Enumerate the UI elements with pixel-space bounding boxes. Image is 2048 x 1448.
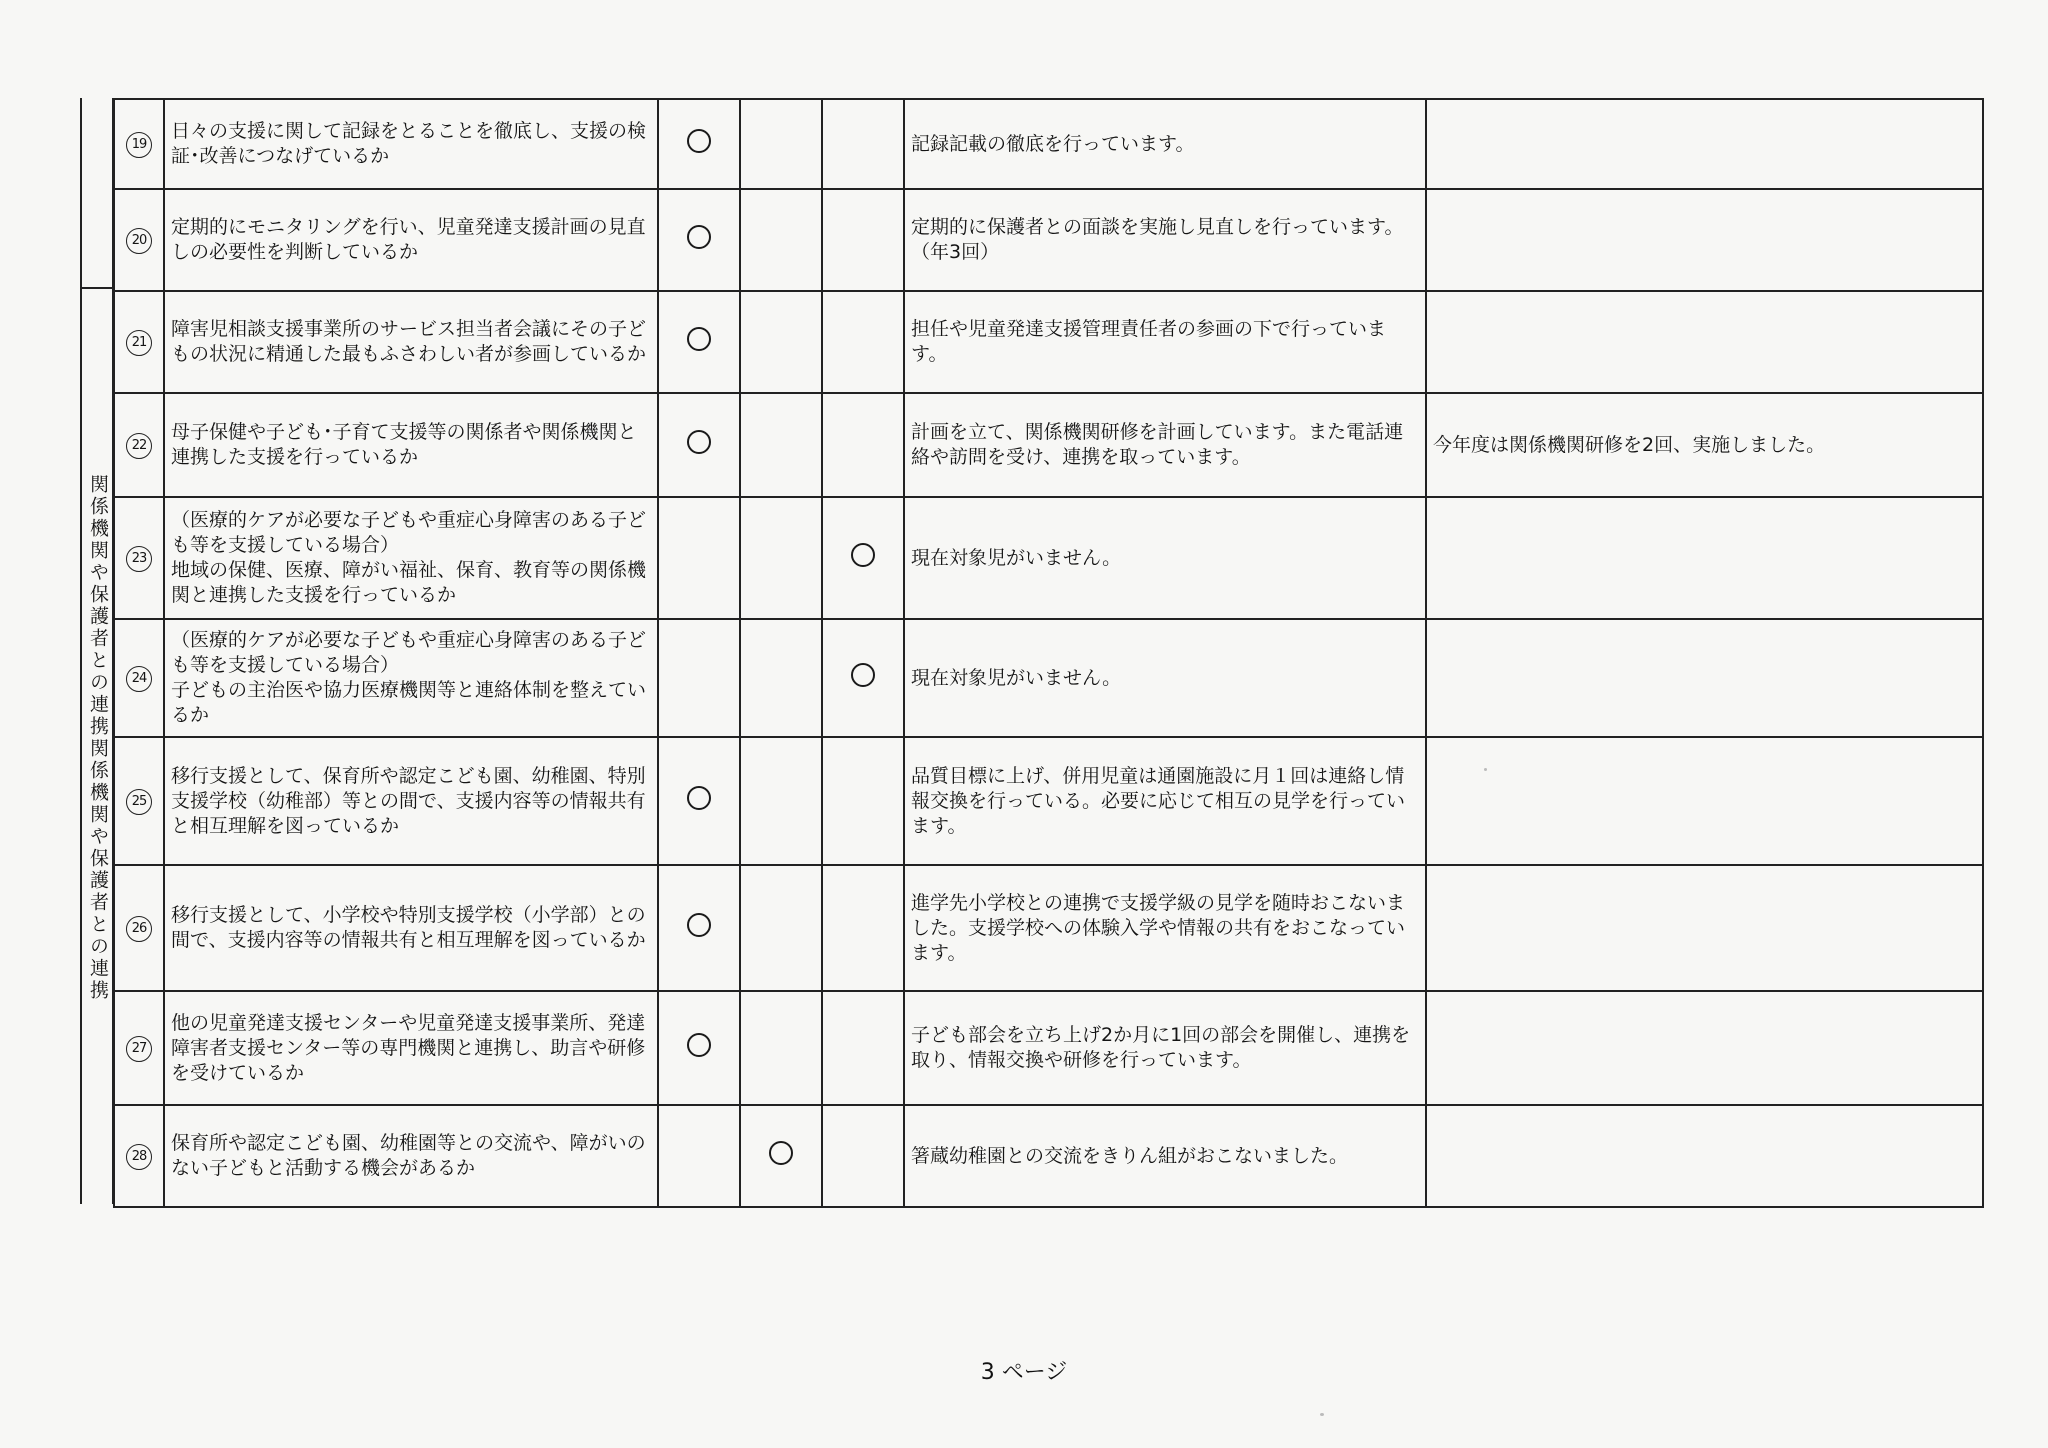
improvement-remark: 今年度は関係機関研修を2回、実施しました。: [1426, 393, 1983, 497]
mark-cell-no: [822, 291, 904, 393]
mark-cell-sometimes: [740, 991, 822, 1105]
item-number: [114, 497, 164, 619]
circle-mark-icon: [687, 786, 711, 810]
item-number: [114, 393, 164, 497]
table-row: [114, 737, 1983, 865]
improvement-remark: [1426, 737, 1983, 865]
question-text: 障害児相談支援事業所のサービス担当者会議にその子どもの状況に精通した最もふさわしい者が参画しているか: [164, 291, 658, 393]
mark-cell-yes: [658, 291, 740, 393]
circle-mark-icon: [687, 327, 711, 351]
mark-cell-sometimes: [740, 619, 822, 737]
status-note: 定期的に保護者との面談を実施し見直しを行っています。（年3回）: [904, 189, 1426, 291]
question-text: （医療的ケアが必要な子どもや重症心身障害のある子ども等を支援している場合） 子どもの主治医や協力医療機関等と連絡体制を整えているか: [164, 619, 658, 737]
group-bracket-divider: [80, 287, 113, 289]
mark-cell-yes: [658, 865, 740, 991]
table-row: [114, 393, 1983, 497]
circle-mark-icon: [687, 1033, 711, 1057]
item-number-label: 21: [126, 330, 152, 356]
item-number: [114, 865, 164, 991]
mark-cell-no: [822, 1105, 904, 1207]
item-number-label: 28: [126, 1144, 152, 1170]
mark-cell-sometimes: [740, 393, 822, 497]
mark-cell-yes: [658, 737, 740, 865]
table-row: [114, 619, 1983, 737]
item-number: [114, 99, 164, 189]
question-text: 他の児童発達支援センターや児童発達支援事業所、発達障害者支援センター等の専門機関と連携し、助言や研修を受けているか: [164, 991, 658, 1105]
circle-mark-icon: [769, 1141, 793, 1165]
mark-cell-no: [822, 619, 904, 737]
scan-speck: [1484, 768, 1487, 771]
status-note: 現在対象児がいません。: [904, 619, 1426, 737]
mark-cell-no: [822, 497, 904, 619]
page-number: 3 ページ: [980, 1360, 1068, 1385]
question-text: 保育所や認定こども園、幼稚園等との交流や、障がいのない子どもと活動する機会があるか: [164, 1105, 658, 1207]
item-number: [114, 619, 164, 737]
circle-mark-icon: [687, 913, 711, 937]
item-number-label: 22: [126, 433, 152, 459]
status-note: 箸蔵幼稚園との交流をきりん組がおこないました。: [904, 1105, 1426, 1207]
table-row: [114, 497, 1983, 619]
improvement-remark: [1426, 99, 1983, 189]
mark-cell-yes: [658, 1105, 740, 1207]
circle-mark-icon: [851, 663, 875, 687]
item-number: [114, 291, 164, 393]
improvement-remark: [1426, 619, 1983, 737]
item-number-label: 26: [126, 916, 152, 942]
group-bracket-line-outer: [80, 98, 82, 1204]
question-text: （医療的ケアが必要な子どもや重症心身障害のある子ども等を支援している場合） 地域の保健、医療、障がい福祉、保育、教育等の関係機関と連携した支援を行っているか: [164, 497, 658, 619]
improvement-remark: [1426, 189, 1983, 291]
item-number-label: 19: [126, 132, 152, 158]
mark-cell-yes: [658, 99, 740, 189]
item-number: [114, 737, 164, 865]
mark-cell-yes: [658, 619, 740, 737]
mark-cell-no: [822, 865, 904, 991]
mark-cell-no: [822, 189, 904, 291]
mark-cell-no: [822, 393, 904, 497]
mark-cell-yes: [658, 189, 740, 291]
improvement-remark: [1426, 991, 1983, 1105]
item-number: [114, 189, 164, 291]
item-number: [114, 1105, 164, 1207]
status-note: 子ども部会を立ち上げ2か月に1回の部会を開催し、連携を取り、情報交換や研修を行っています。: [904, 991, 1426, 1105]
item-number-label: 23: [126, 546, 152, 572]
mark-cell-sometimes: [740, 497, 822, 619]
mark-cell-no: [822, 737, 904, 865]
mark-cell-sometimes: [740, 737, 822, 865]
table-row: [114, 991, 1983, 1105]
improvement-remark: [1426, 865, 1983, 991]
improvement-remark: [1426, 1105, 1983, 1207]
circle-mark-icon: [687, 430, 711, 454]
item-number: [114, 991, 164, 1105]
table-row: [114, 1105, 1983, 1207]
status-note: 進学先小学校との連携で支援学級の見学を随時おこないました。支援学校への体験入学や情報の共有をおこなっています。: [904, 865, 1426, 991]
table-row: [114, 99, 1983, 189]
mark-cell-yes: [658, 991, 740, 1105]
question-text: 日々の支援に関して記録をとることを徹底し、支援の検証･改善につなげているか: [164, 99, 658, 189]
status-note: 品質目標に上げ、併用児童は通園施設に月１回は連絡し情報交換を行っている。必要に応じて相互の見学を行っています。: [904, 737, 1426, 865]
table-row: [114, 189, 1983, 291]
group-label: 関係機関や保護者との連携関係機関や保護者との連携: [87, 474, 109, 1002]
circle-mark-icon: [851, 543, 875, 567]
question-text: 定期的にモニタリングを行い、児童発達支援計画の見直しの必要性を判断しているか: [164, 189, 658, 291]
status-note: 記録記載の徹底を行っています。: [904, 99, 1426, 189]
item-number-label: 24: [126, 666, 152, 692]
scan-speck: [1320, 1413, 1324, 1416]
item-number-label: 25: [126, 789, 152, 815]
mark-cell-sometimes: [740, 99, 822, 189]
mark-cell-sometimes: [740, 865, 822, 991]
mark-cell-yes: [658, 497, 740, 619]
question-text: 移行支援として、保育所や認定こども園、幼稚園、特別支援学校（幼稚部）等との間で、支援内容等の情報共有と相互理解を図っているか: [164, 737, 658, 865]
mark-cell-yes: [658, 393, 740, 497]
mark-cell-sometimes: [740, 189, 822, 291]
status-note: 現在対象児がいません。: [904, 497, 1426, 619]
question-text: 移行支援として、小学校や特別支援学校（小学部）との間で、支援内容等の情報共有と相互理解を図っているか: [164, 865, 658, 991]
mark-cell-no: [822, 99, 904, 189]
question-text: 母子保健や子ども･子育て支援等の関係者や関係機関と連携した支援を行っているか: [164, 393, 658, 497]
improvement-remark: [1426, 291, 1983, 393]
table-row: [114, 865, 1983, 991]
improvement-remark: [1426, 497, 1983, 619]
mark-cell-sometimes: [740, 1105, 822, 1207]
item-number-label: 20: [126, 228, 152, 254]
mark-cell-no: [822, 991, 904, 1105]
mark-cell-sometimes: [740, 291, 822, 393]
circle-mark-icon: [687, 129, 711, 153]
item-number-label: 27: [126, 1036, 152, 1062]
status-note: 計画を立て、関係機関研修を計画しています。また電話連絡や訪問を受け、連携を取っています。: [904, 393, 1426, 497]
evaluation-table: [113, 98, 1984, 1208]
table-row: [114, 291, 1983, 393]
status-note: 担任や児童発達支援管理責任者の参画の下で行っています。: [904, 291, 1426, 393]
circle-mark-icon: [687, 225, 711, 249]
